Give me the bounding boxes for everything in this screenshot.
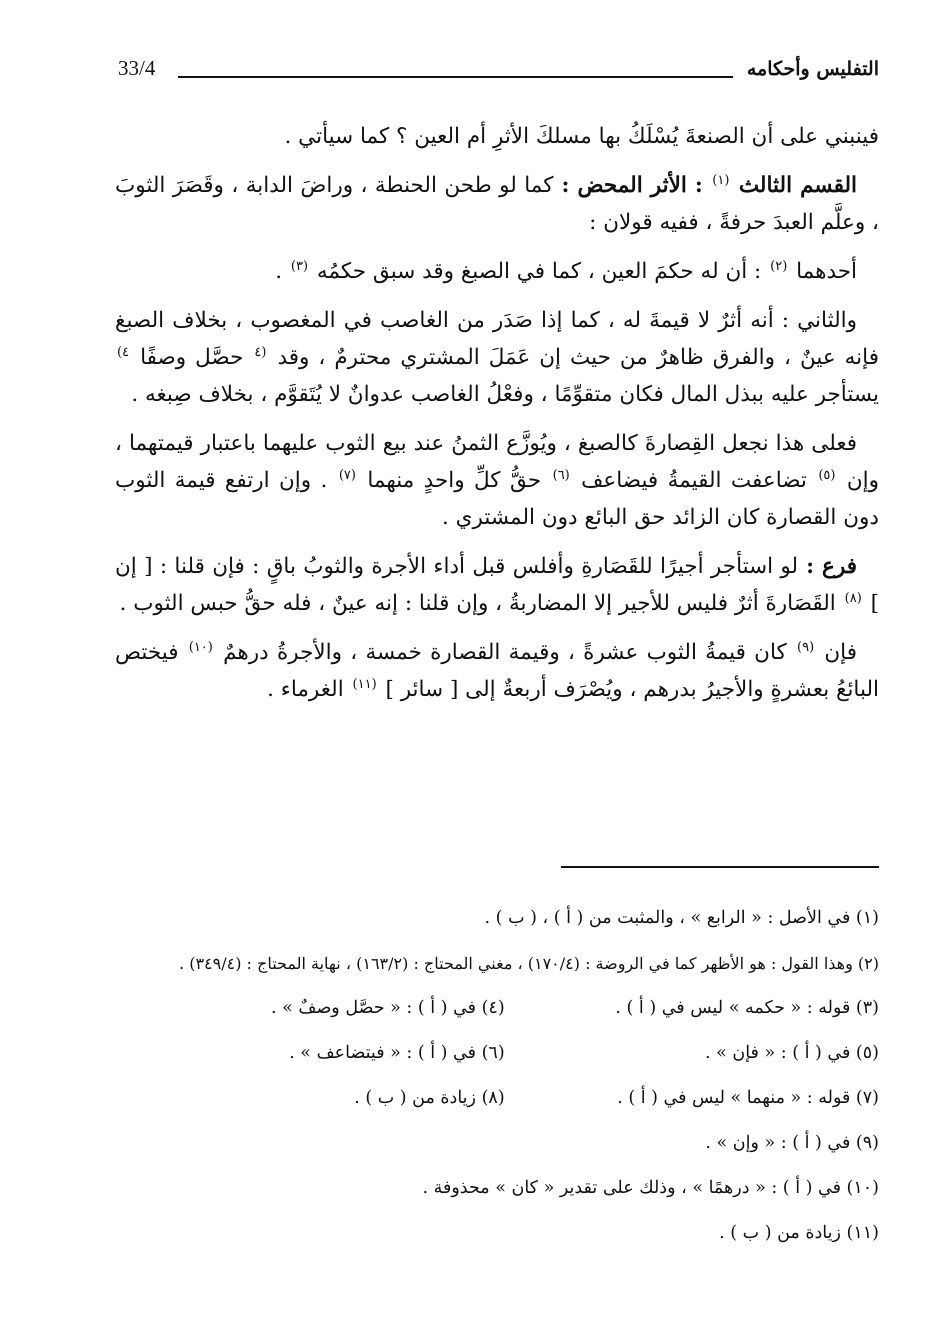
page-number: 33/4 (118, 56, 156, 80)
paragraph-text: . وإن ارتفع قيمة الثوب دون القصارة كان الزائد حق البائع دون المشتري . (115, 468, 879, 530)
footnote-marker: (٧) (338, 467, 356, 483)
footnote: (٨) زيادة من ( ب ) . (354, 1088, 505, 1108)
paragraph-text: يستأجر عليه ببذل المال فكان متقوِّمًا ، وفعْلُ الغاصب عدوانٌ لا يُتَقوَّم ، بخلاف صِبغه . (131, 382, 879, 407)
footnote-marker: (٤ (254, 344, 267, 360)
footnote-marker: (٣) (290, 258, 309, 274)
paragraph-text: حقُّ كلِّ واحدٍ منهما (357, 468, 542, 493)
paragraph-text: الغرماء . (267, 677, 344, 702)
page-header (118, 52, 879, 92)
footnote: (٧) قوله : « منهما » ليس في ( أ ) . (617, 1088, 879, 1108)
paragraph-text: والثاني : أنه أثرٌ لا قيمةَ له ، كما إذا صَدَر من الغاصب في المغصوب ، بخلاف الصبغ فإنه عينٌ ، والفرق ظاهرٌ من حيث إن عَمَلَ المشتري محترمٌ ، وقد (115, 308, 879, 370)
footnote: (٤) في ( أ ) : « حصَّل وصفٌ » . (270, 998, 505, 1018)
paragraph (115, 118, 879, 155)
footnote-marker: (١١) (352, 676, 377, 692)
section-heading-continued: : الأثر المحض : (553, 173, 703, 198)
paragraph (115, 634, 879, 708)
paragraph-text: القَصَارةَ أثرٌ فليس للأجير إلا المضاربةُ ، وإن قلنا : إنه عينٌ ، فله حقُّ حبس الثوب . (119, 591, 836, 616)
paragraph (115, 425, 879, 536)
header-rule (178, 76, 733, 78)
paragraph-text: فإن (816, 640, 858, 665)
paragraph-text: فيختص البائعُ بعشرةٍ والأجيرُ بدرهم ، ويُصْرَف أربعةٌ إلى [ سائر ] (115, 640, 879, 702)
paragraph (115, 253, 879, 290)
section-heading: القسم الثالث (738, 173, 857, 198)
footnote-marker: (١) (712, 172, 730, 188)
footnote-marker: (٥) (818, 467, 836, 483)
footnote: (٦) في ( أ ) : « فيتضاعف » . (289, 1043, 505, 1063)
footnote-marker: (٢) (770, 258, 788, 274)
paragraph-text: . (275, 259, 283, 284)
footnote-pair (115, 1031, 879, 1076)
paragraph-text: كما لو طحن الحنطة ، وراضَ الدابة ، وقَصَرَ الثوبَ ، وعلَّم العبدَ حرفةً ، ففيه قولان : (115, 173, 879, 235)
paragraph-text: : أن له حكمَ العين ، كما في الصبغ وقد سبق حكمُه (310, 259, 762, 284)
footnote-marker: (٦) (552, 467, 570, 483)
footnote-marker: (١٠) (188, 639, 213, 655)
footnote: (٥) في ( أ ) : « فإن » . (704, 1043, 879, 1063)
footnote-separator (561, 866, 879, 868)
footnote: (٩) في ( أ ) : « وإن » . (705, 1133, 879, 1153)
paragraph-text: لو استأجر أجيرًا للقَصَارةِ وأفلس قبل أداء الأجرة والثوبُ باقٍ : فإن قلنا : [ إن ] (115, 554, 879, 616)
footnote-marker: (٩) (797, 639, 815, 655)
footnote: (١) في الأصل : « الرابع » ، والمثبت من ( أ ) ، ( ب ) . (484, 908, 879, 928)
main-text (115, 118, 879, 720)
paragraph-text: فينبني على أن الصنعةَ يُسْلَكُ بها مسلكَ الأثرِ أم العين ؟ كما سيأتي . (284, 124, 879, 149)
footnote: (٢) وهذا القول : هو الأظهر كما في الروضة : (١٧٠/٤) ، مغني المحتاج : (١٦٣/٢) ، نهاية المحتاج : (٣٤٩/٤) . (179, 954, 879, 973)
branch-heading: فرع : (798, 554, 857, 579)
footnote-marker: (٨) (844, 590, 862, 606)
paragraph-text: أحدهما (789, 259, 857, 284)
paragraph-text: كان قيمةُ الثوب عشرةً ، وقيمة القصارة خمسة ، والأجرةُ درهمٌ (214, 640, 787, 665)
paragraph (115, 167, 879, 241)
footnote: (١٠) في ( أ ) : « درهمًا » ، وذلك على تقدير « كان » محذوفة . (422, 1178, 879, 1198)
paragraph (115, 302, 879, 413)
footnote-marker: ٤) (117, 344, 130, 360)
paragraph-text: حصَّل وصفًا (131, 345, 244, 370)
footnote: (١١) زيادة من ( ب ) . (719, 1223, 879, 1243)
paragraph-text: فعلى هذا نجعل القِصارةَ كالصبغ ، ويُوزَّع الثمنُ عند بيع الثوب عليهما باعتبار قيمتهما ، وإن (115, 431, 880, 493)
footnote-pair (115, 1076, 879, 1121)
footnote-pair (115, 986, 879, 1031)
running-title: التفليس وأحكامه (746, 58, 879, 80)
footnotes (115, 896, 879, 1256)
paragraph-text: تضاعفت القيمةُ فيضاعف (571, 468, 807, 493)
paragraph (115, 548, 879, 622)
footnote: (٣) قوله : « حكمه » ليس في ( أ ) . (615, 998, 879, 1018)
